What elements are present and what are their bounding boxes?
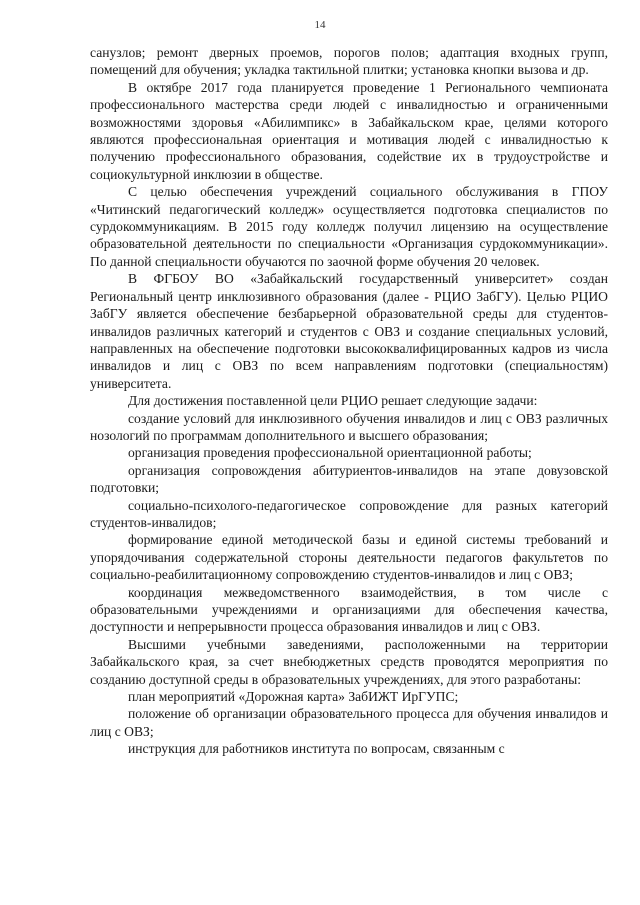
document-body (90, 44, 608, 758)
paragraph: В ФГБОУ ВО «Забайкальский государственный университет» создан Региональный центр инклюзивного образования (далее - РЦИО ЗабГУ). Целью РЦИО ЗабГУ является обеспечение безбарьерной образовательной среды для студентов-инвалидов различных категорий и студентов с ОВЗ и создание специальных условий, направленных на обеспечение подготовки высококвалифицированных кадров из числа инвалидов и лиц с ОВЗ по всем направлениям подготовки (специальностям) университета. (90, 271, 608, 391)
task-list-item: формирование единой методической базы и единой системы требований и упорядочивания содержательной стороны деятельности педагогов факультетов по социально-реабилитационному сопровождению студентов-инвалидов и лиц с ОВЗ; (90, 532, 608, 583)
paragraph: Высшими учебными заведениями, расположенными на территории Забайкальского края, за счет внебюджетных средств проводятся мероприятия по созданию доступной среды в образовательных учреждениях, для этого разработаны: (90, 636, 608, 687)
task-list-item: организация сопровождения абитуриентов-инвалидов на этапе довузовской подготовки; (90, 462, 608, 496)
paragraph: В октябре 2017 года планируется проведение 1 Регионального чемпионата профессионального мастерства среди людей с инвалидностью и ограниченными возможностями здоровья «Абилимпикс» в Забайкальском крае, целями которого являются профессиональная ориентация и мотивация людей с инвалидностью к получению профессионального образования, содействие их в трудоустройстве и социокультурной инклюзии в обществе. (90, 79, 608, 182)
task-list-item: организация проведения профессиональной ориентационной работы; (128, 445, 532, 461)
page-number: 14 (314, 19, 326, 31)
paragraph: С целью обеспечения учреждений социального обслуживания в ГПОУ «Читинский педагогический колледж» осуществляется подготовка специалистов по сурдокоммуникациям. В 2015 году колледж получил лицензию на осуществление образовательной деятельности по специальности «Организация сурдокоммуникации». По данной специальности обучаются по заочной форме обучения 20 человек. (90, 184, 608, 269)
task-list-item: создание условий для инклюзивного обучения инвалидов и лиц с ОВЗ различных нозологий по программам дополнительного и высшего образования; (90, 410, 608, 443)
document-list-item: инструкция для работников института по вопросам, связанным с (128, 741, 505, 757)
task-list-item: координация межведомственного взаимодействия, в том числе с образовательными учреждениями и организациями для обеспечения качества, доступности и непрерывности процесса образования инвалидов и лиц с ОВЗ. (90, 584, 608, 635)
paragraph: Для достижения поставленной цели РЦИО решает следующие задачи: (128, 393, 538, 409)
document-list-item: план мероприятий «Дорожная карта» ЗабИЖТ ИрГУПС; (128, 689, 459, 705)
document-list-item: положение об организации образовательного процесса для обучения инвалидов и лиц с ОВЗ; (90, 706, 608, 739)
task-list-item: социально-психолого-педагогическое сопровождение для разных категорий студентов-инвалидов; (90, 497, 608, 530)
paragraph: санузлов; ремонт дверных проемов, порогов полов; адаптация входных групп, помещений для обучения; укладка тактильной плитки; установка кнопки вызова и др. (90, 45, 608, 78)
